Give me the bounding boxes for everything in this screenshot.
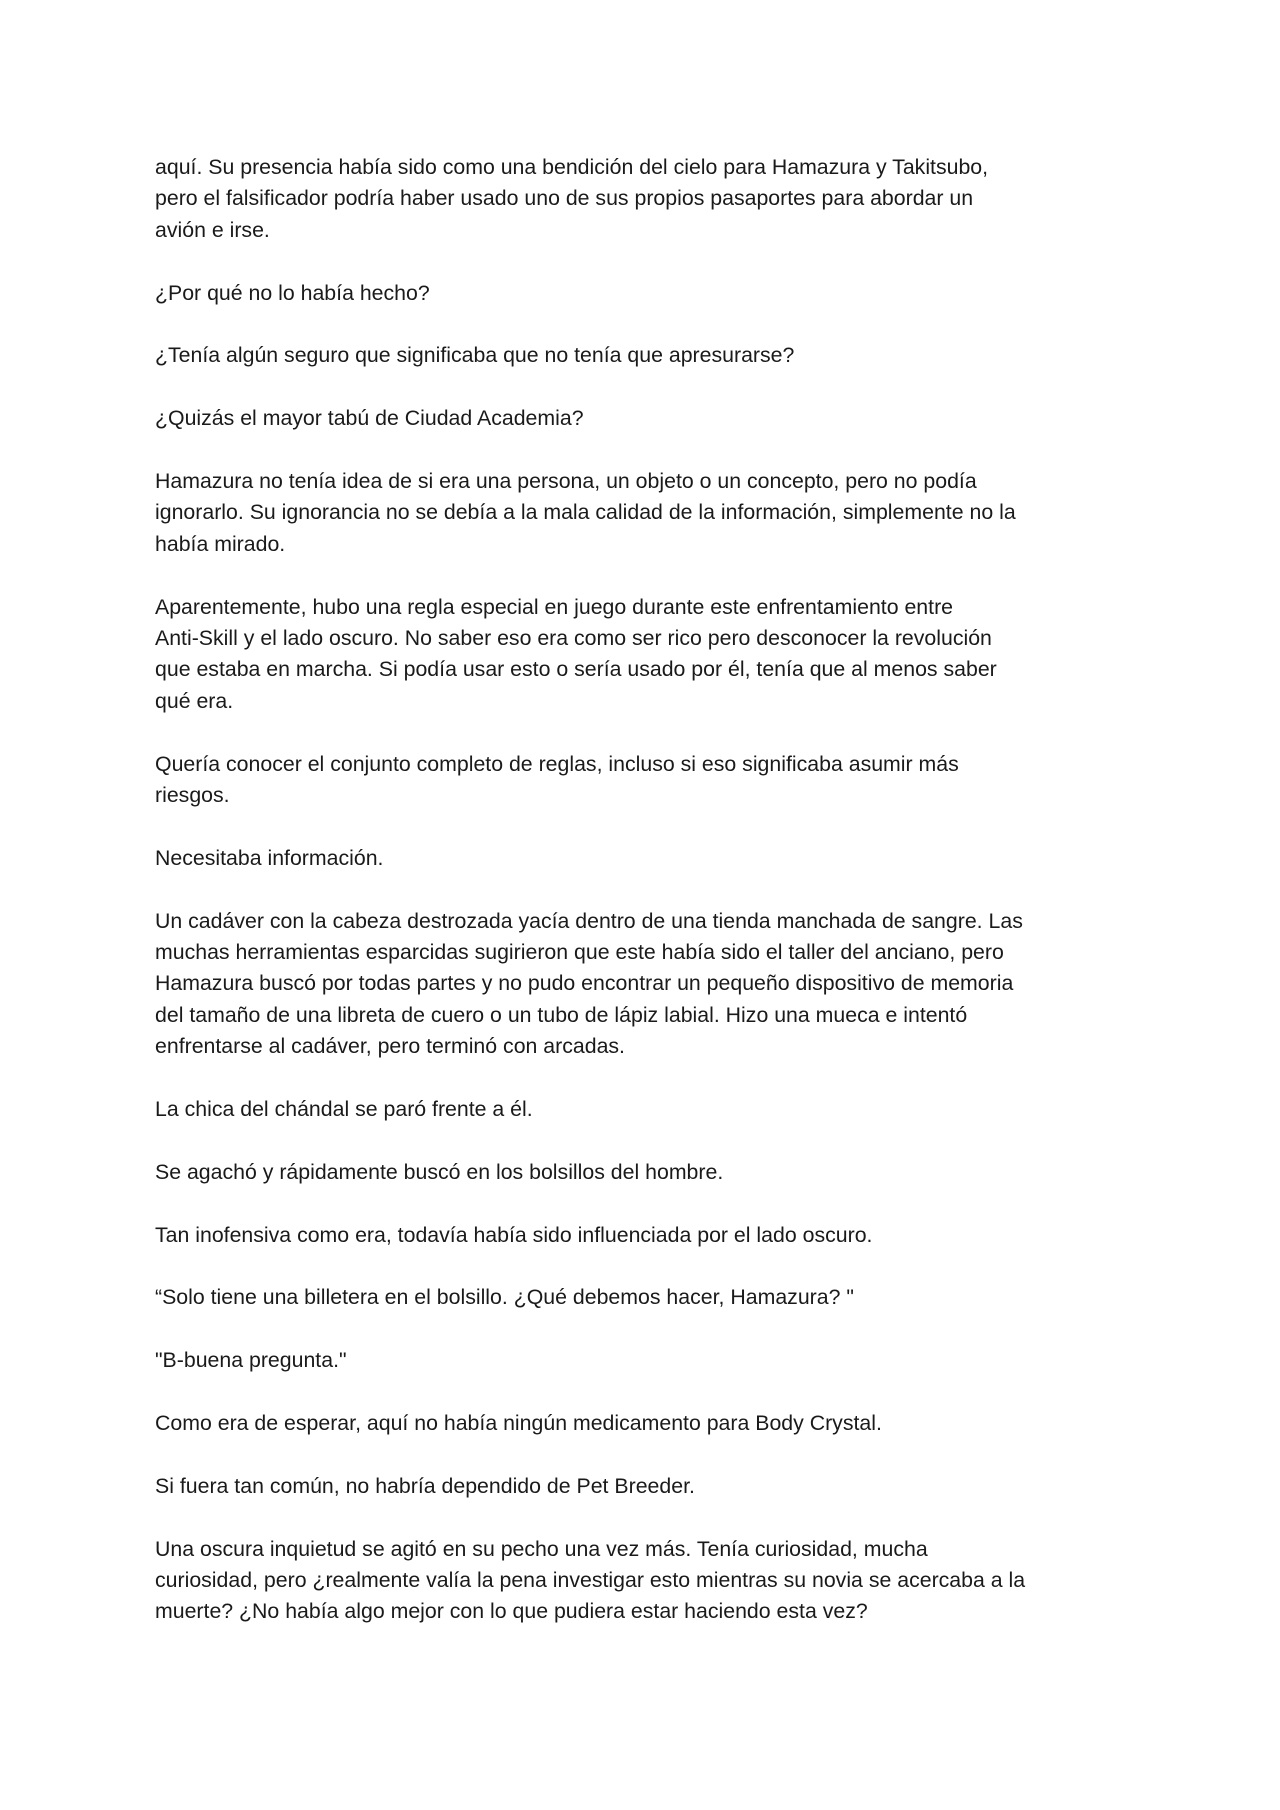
text-line: Una oscura inquietud se agitó en su pecho una vez más. Tenía curiosidad, mucha [155, 1536, 928, 1561]
text-line: muchas herramientas esparcidas sugirieron que este había sido el taller del anciano, pero [155, 940, 1004, 965]
text-line: Si fuera tan común, no habría dependido de Pet Breeder. [155, 1473, 695, 1498]
text-line: Hamazura no tenía idea de si era una persona, un objeto o un concepto, pero no podía [155, 469, 977, 493]
paragraph-17 [155, 1534, 1135, 1628]
text-line: ¿Quizás el mayor tabú de Ciudad Academia? [155, 406, 584, 431]
paragraph-12 [155, 1220, 1135, 1251]
paragraph-3 [155, 340, 1135, 371]
text-line: enfrentarse al cadáver, pero terminó con arcadas. [155, 1034, 625, 1059]
text-line: "B-buena pregunta." [155, 1348, 347, 1373]
text-line: muerte? ¿No había algo mejor con lo que pudiera estar haciendo esta vez? [155, 1599, 868, 1624]
text-line: Hamazura buscó por todas partes y no pudo encontrar un pequeño dispositivo de memoria [155, 971, 1014, 996]
text-line: pero el falsificador podría haber usado uno de sus propios pasaportes para abordar un [155, 186, 974, 211]
text-line: La chica del chándal se paró frente a él. [155, 1097, 533, 1122]
text-line: Aparentemente, hubo una regla especial en juego durante este enfrentamiento entre [155, 594, 954, 619]
text-line: ¿Por qué no lo había hecho? [155, 280, 430, 305]
paragraph-5 [155, 466, 1135, 560]
text-line: que estaba en marcha. Si podía usar esto o sería usado por él, tenía que al menos saber [155, 657, 997, 682]
document-page [155, 152, 1135, 1659]
text-line: “Solo tiene una billetera en el bolsillo. ¿Qué debemos hacer, Hamazura? " [155, 1285, 854, 1310]
paragraph-13 [155, 1282, 1135, 1313]
text-line: avión e irse. [155, 217, 270, 242]
text-line: curiosidad, pero ¿realmente valía la pena investigar esto mientras su novia se acercaba a la [155, 1568, 1026, 1593]
text-line: riesgos. [155, 783, 230, 808]
text-line: Quería conocer el conjunto completo de reglas, incluso si eso significaba asumir más [155, 751, 959, 776]
text-line: Tan inofensiva como era, todavía había sido influenciada por el lado oscuro. [155, 1222, 873, 1247]
paragraph-15 [155, 1408, 1135, 1439]
text-line: qué era. [155, 688, 234, 713]
paragraph-1 [155, 152, 1135, 246]
paragraph-8 [155, 843, 1135, 874]
text-line: había mirado. [155, 531, 286, 556]
paragraph-6 [155, 592, 1135, 718]
paragraph-11 [155, 1157, 1135, 1188]
paragraph-10 [155, 1094, 1135, 1125]
text-line: ignorarlo. Su ignorancia no se debía a la mala calidad de la información, simplemente no la [155, 500, 1016, 525]
paragraph-7 [155, 749, 1135, 812]
text-line: aquí. Su presencia había sido como una bendición del cielo para Hamazura y Takitsubo, [155, 155, 989, 179]
paragraph-2 [155, 278, 1135, 309]
text-line: del tamaño de una libreta de cuero o un tubo de lápiz labial. Hizo una mueca e intentó [155, 1002, 968, 1027]
text-line: Un cadáver con la cabeza destrozada yacía dentro de una tienda manchada de sangre. Las [155, 908, 1023, 933]
text-line: Como era de esperar, aquí no había ningún medicamento para Body Crystal. [155, 1411, 882, 1436]
paragraph-9 [155, 906, 1135, 1063]
paragraph-16 [155, 1471, 1135, 1502]
text-line: Necesitaba información. [155, 845, 384, 870]
text-line: Anti-Skill y el lado oscuro. No saber eso era como ser rico pero desconocer la revolución [155, 626, 992, 651]
text-line: Se agachó y rápidamente buscó en los bolsillos del hombre. [155, 1159, 724, 1184]
paragraph-14 [155, 1345, 1135, 1376]
paragraph-4 [155, 403, 1135, 434]
text-line: ¿Tenía algún seguro que significaba que no tenía que apresurarse? [155, 343, 795, 368]
